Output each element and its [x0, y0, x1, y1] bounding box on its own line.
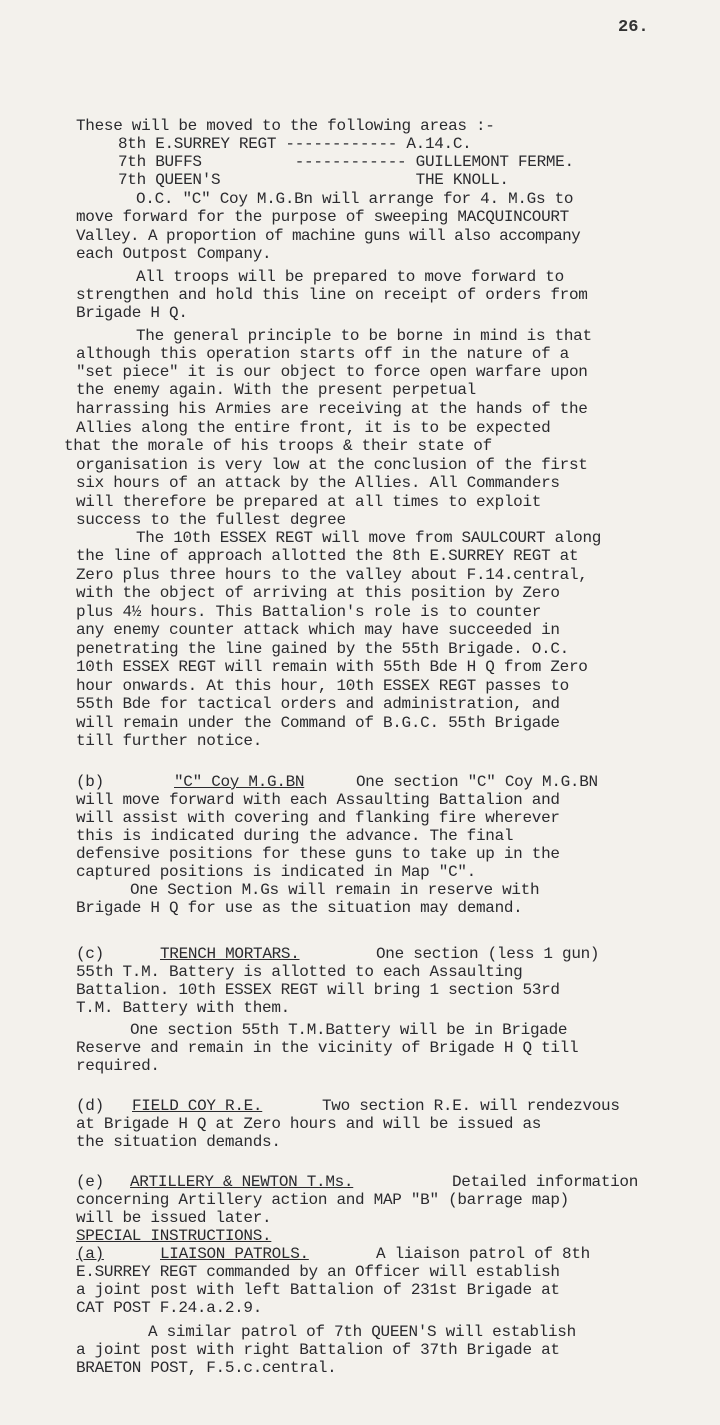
- text-line: 55th Bde for tactical orders and administration, and: [76, 695, 560, 713]
- text-line: O.C. "C" Coy M.G.Bn will arrange for 4. M.Gs to: [136, 190, 574, 208]
- text-line: These will be moved to the following areas :-: [76, 117, 495, 135]
- page-number: 26.: [618, 18, 649, 37]
- text-line: 7th BUFFS ------------ GUILLEMONT FERME.: [118, 153, 574, 171]
- text-line: required.: [76, 1057, 160, 1075]
- text-line: "set piece" it is our object to force open warfare upon: [76, 363, 588, 381]
- text-line: One section (less 1 gun): [376, 945, 600, 963]
- text-line: BRAETON POST, F.5.c.central.: [76, 1359, 337, 1377]
- text-line: One section 55th T.M.Battery will be in Brigade: [130, 1021, 568, 1039]
- text-line: will therefore be prepared at all times to exploit: [76, 493, 542, 511]
- text-line: success to the fullest degree: [76, 511, 346, 529]
- text-line: 55th T.M. Battery is allotted to each Assaulting: [76, 963, 523, 981]
- text-line: Brigade H Q for use as the situation may demand.: [76, 899, 523, 917]
- text-line: at Brigade H Q at Zero hours and will be issued as: [76, 1115, 542, 1133]
- section-heading: "C" Coy M.G.BN: [174, 773, 305, 791]
- text-line: 8th E.SURREY REGT ------------ A.14.C.: [118, 135, 472, 153]
- text-line: strengthen and hold this line on receipt of orders from: [76, 286, 588, 304]
- text-line: each Outpost Company.: [76, 245, 272, 263]
- section-heading: TRENCH MORTARS.: [160, 945, 300, 963]
- text-line: this is indicated during the advance. The final: [76, 827, 514, 845]
- text-line: defensive positions for these guns to take up in the: [76, 845, 560, 863]
- text-line: although this operation starts off in the nature of a: [76, 345, 569, 363]
- text-line: a joint post with right Battalion of 37th Brigade at: [76, 1341, 560, 1359]
- text-line: Allies along the entire front, it is to be expected: [76, 419, 551, 437]
- text-line: concerning Artillery action and MAP "B" (barrage map): [76, 1191, 569, 1209]
- text-line: a joint post with left Battalion of 231st Brigade at: [76, 1281, 560, 1299]
- section-marker: (a): [76, 1245, 104, 1263]
- section-marker: (e): [76, 1173, 104, 1191]
- text-line: 10th ESSEX REGT will remain with 55th Bde H Q from Zero: [76, 658, 588, 676]
- text-line: One Section M.Gs will remain in reserve with: [130, 881, 540, 899]
- text-line: captured positions is indicated in Map "C".: [76, 863, 476, 881]
- text-line: penetrating the line gained by the 55th Brigade. O.C.: [76, 640, 569, 658]
- text-line: A similar patrol of 7th QUEEN'S will establish: [148, 1323, 576, 1341]
- text-line: All troops will be prepared to move forward to: [136, 268, 564, 286]
- text-line: the situation demands.: [76, 1133, 281, 1151]
- section-marker: (d): [76, 1097, 104, 1115]
- text-line: six hours of an attack by the Allies. All Commanders: [76, 474, 560, 492]
- text-line: Brigade H Q.: [76, 304, 188, 322]
- section-heading: ARTILLERY & NEWTON T.Ms.: [130, 1173, 354, 1191]
- section-heading: FIELD COY R.E.: [132, 1097, 263, 1115]
- text-line: T.M. Battery with them.: [76, 999, 290, 1017]
- text-line: plus 4½ hours. This Battalion's role is to counter: [76, 603, 542, 621]
- text-line: that the morale of his troops & their state of: [64, 437, 492, 455]
- section-heading: LIAISON PATROLS.: [160, 1245, 309, 1263]
- text-line: 7th QUEEN'S THE KNOLL.: [118, 171, 509, 189]
- text-line: will move forward with each Assaulting Battalion and: [76, 791, 560, 809]
- text-line: Reserve and remain in the vicinity of Brigade H Q till: [76, 1039, 579, 1057]
- text-line: harrassing his Armies are receiving at the hands of the: [76, 400, 588, 418]
- text-line: hour onwards. At this hour, 10th ESSEX REGT passes to: [76, 677, 569, 695]
- text-line: will remain under the Command of B.G.C. 55th Brigade: [76, 714, 560, 732]
- text-line: the line of approach allotted the 8th E.SURREY REGT at: [76, 547, 579, 565]
- text-line: E.SURREY REGT commanded by an Officer will establish: [76, 1263, 560, 1281]
- text-line: organisation is very low at the conclusion of the first: [76, 456, 588, 474]
- text-line: The 10th ESSEX REGT will move from SAULCOURT along: [136, 529, 602, 547]
- text-line: any enemy counter attack which may have succeeded in: [76, 621, 560, 639]
- text-line: The general principle to be borne in mind is that: [136, 327, 592, 345]
- text-line: Zero plus three hours to the valley about F.14.central,: [76, 566, 588, 584]
- text-line: Detailed information: [452, 1173, 639, 1191]
- text-line: move forward for the purpose of sweeping MACQUINCOURT: [76, 208, 569, 226]
- text-line: Valley. A proportion of machine guns will also accompany: [76, 227, 581, 245]
- text-line: Two section R.E. will rendezvous: [322, 1097, 620, 1115]
- section-marker: (c): [76, 945, 104, 963]
- text-line: CAT POST F.24.a.2.9.: [76, 1299, 263, 1317]
- special-instructions-heading: SPECIAL INSTRUCTIONS.: [76, 1227, 272, 1245]
- text-line: till further notice.: [76, 732, 263, 750]
- section-marker: (b): [76, 773, 104, 791]
- text-line: Battalion. 10th ESSEX REGT will bring 1 section 53rd: [76, 981, 560, 999]
- text-line: the enemy again. With the present perpetual: [76, 381, 476, 399]
- text-line: with the object of arriving at this position by Zero: [76, 584, 560, 602]
- text-line: One section "C" Coy M.G.BN: [356, 773, 598, 791]
- text-line: will be issued later.: [76, 1209, 272, 1227]
- text-line: will assist with covering and flanking fire wherever: [76, 809, 560, 827]
- text-line: A liaison patrol of 8th: [376, 1245, 590, 1263]
